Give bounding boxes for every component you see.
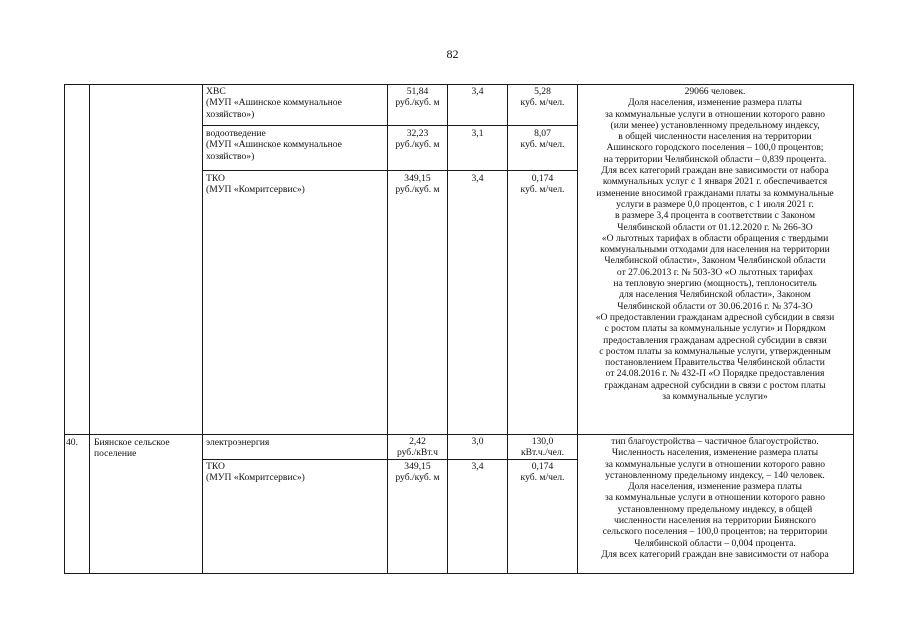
norm-value: 5,28 куб. м/чел. xyxy=(520,86,565,109)
column-divider xyxy=(202,84,203,574)
index-value: 3,4 xyxy=(471,461,484,472)
tariff-value: 51,84 руб./куб. м xyxy=(395,86,440,109)
service-name: водоотведение (МУП «Ашинское коммунальное хозяйство») xyxy=(206,128,342,162)
row-divider xyxy=(202,125,577,126)
row-divider xyxy=(202,170,577,171)
index-value: 3,4 xyxy=(471,173,484,184)
column-divider xyxy=(387,84,388,574)
tariff-table xyxy=(64,84,854,574)
column-divider xyxy=(89,84,90,574)
table-border-bottom xyxy=(64,573,854,574)
tariff-value: 349,15 руб./куб. м xyxy=(395,173,440,196)
settlement-name: Биянское сельское поселение xyxy=(94,437,170,460)
description-text: тип благоустройства – частичное благоустройство. Численность населения, изменение размера платы за коммунальные услуги в отношении которого равно установленному предельному индексу, – 140 человек. Доля населения, изменение размера платы за коммунальные услуги в отношении которого равно установленному предельному индексу, в общей численности населения на территории Биянского сельского поселения – 100,0 процентов; на территории Челябинской области – 0,004 процента. Для всех категорий граждан вне зависимости от набора xyxy=(601,436,829,560)
column-divider xyxy=(507,84,508,574)
service-name: электроэнергия xyxy=(206,437,270,448)
description-text: 29066 человек. Доля населения, изменение размера платы за коммунальные услуги в отношении которого равно (или менее) установленному предельному индексу, в общей численности населения на территории Ашинского городского поселения – 100,0 процентов; на территории Челябинской области – 0,839 процента. Для всех категорий граждан вне зависимости от набора коммунальных услуг с 1 января 2021 г. обеспечивается изменение вносимой гражданами платы за коммунальные услуги в размере 0,0 процентов, с 1 июля 2021 г. в размере 3,4 процента в соответствии с Законом Челябинской области от 01.12.2020 г. № 266-ЗО «О льготных тарифах в области обращения с твердыми коммунальными отходами для населения на территории Челябинской области», Законом Челябинской области от 27.06.2013 г. № 503-ЗО «О льготных тарифах на тепловую энергию (мощность), теплоноситель для населения Челябинской области», Законом Челябинской области от 30.06.2016 г. № 374-ЗО «О предоставлении гражданам адресной субсидии в связи с ростом платы за коммунальные услуги» и Порядком предоставления гражданам адресной субсидии в связи с ростом платы за коммунальные услуги, утвержденным постановлением Правительства Челябинской области от 24.08.2016 г. № 432-П «О Порядке предоставления гражданам адресной субсидии в связи с ростом платы за коммунальные услуги» xyxy=(595,86,835,403)
norm-value: 0,174 куб. м/чел. xyxy=(520,461,565,484)
row-divider xyxy=(64,434,854,435)
table-border-right xyxy=(853,84,854,574)
tariff-value: 2,42 руб./кВт.ч xyxy=(396,436,439,459)
tariff-value: 349,15 руб./куб. м xyxy=(395,461,440,484)
service-name: ТКО (МУП «Комритсервис») xyxy=(206,461,305,484)
page-number: 82 xyxy=(446,47,459,61)
tariff-value: 32,23 руб./куб. м xyxy=(395,128,440,151)
table-border-left xyxy=(64,84,65,574)
norm-value: 130,0 кВт.ч./чел. xyxy=(520,436,565,459)
index-value: 3,4 xyxy=(471,86,484,97)
index-value: 3,0 xyxy=(471,436,484,447)
column-divider xyxy=(447,84,448,574)
table-border-top xyxy=(64,84,854,85)
norm-value: 8,07 куб. м/чел. xyxy=(520,128,565,151)
row-divider xyxy=(202,459,577,460)
norm-value: 0,174 куб. м/чел. xyxy=(520,173,565,196)
service-name: ТКО (МУП «Комритсервис») xyxy=(206,173,305,196)
index-value: 3,1 xyxy=(471,128,484,139)
service-name: ХВС (МУП «Ашинское коммунальное хозяйство») xyxy=(206,86,342,120)
row-number: 40. xyxy=(66,437,78,448)
